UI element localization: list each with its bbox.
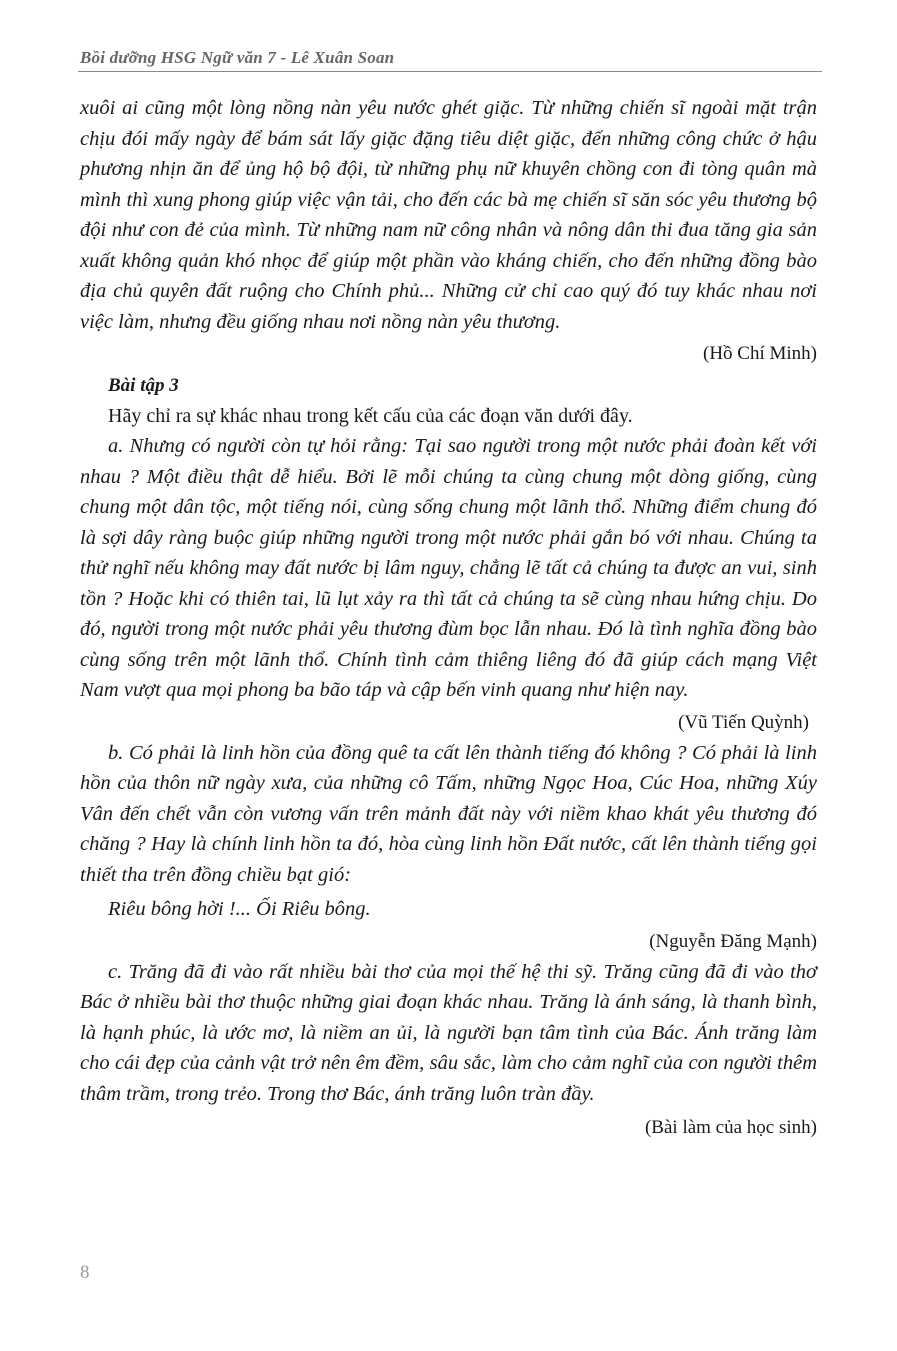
passage-a-source: (Vũ Tiến Quỳnh) xyxy=(678,711,809,733)
running-header: Bồi dưỡng HSG Ngữ văn 7 - Lê Xuân Soan xyxy=(80,48,395,67)
passage-b-source: (Nguyễn Đăng Mạnh) xyxy=(649,930,817,952)
passage-a-text: a. Nhưng có người còn tự hỏi rằng: Tại sao người trong một nước phải đoàn kết với nhau ? Một điều thật dễ hiểu. Bởi lẽ mỗi chúng ta cùng chung một dòng giống, cùng chung một dân tộc, một tiếng nói, cùng sống chung một lãnh thổ. Những điểm chung đó là sợi dây ràng buộc giúp những người trong một nước phải gắn bó với nhau. Chúng ta thử nghĩ nếu không may đất nước bị lâm nguy, chẳng lẽ tất cả chúng ta được an vui, sinh tồn ? Hoặc khi có thiên tai, lũ lụt xảy ra thì tất cả chúng ta sẽ cùng nhau hứng chịu. Do đó, người trong một nước phải yêu thương đùm bọc lẫn nhau. Đó là tình nghĩa đồng bào cùng sống trên một lãnh thổ. Chính tình cảm thiêng liêng đó đã giúp cách mạng Việt Nam vượt qua mọi phong ba bão táp và cập bến vinh quang như hiện nay. xyxy=(80,435,817,701)
page-body xyxy=(80,93,817,1143)
exercise-heading: Bài tập 3 xyxy=(108,375,179,396)
passage-c-text: c. Trăng đã đi vào rất nhiều bài thơ của mọi thế hệ thi sỹ. Trăng cũng đã đi vào thơ Bác ở nhiều bài thơ thuộc những giai đoạn khác nhau. Trăng là ánh sáng, là thanh bình, là hạnh phúc, là ước mơ, là niềm an ủi, là người bạn tâm tình của Bác. Ánh trăng làm cho cái đẹp của cảnh vật trở nên êm đềm, sâu sắc, làm cho cảm nghĩ của con người thêm thâm trầm, trong trẻo. Trong thơ Bác, ánh trăng luôn tràn đầy. xyxy=(80,960,817,1105)
passage-1-text: xuôi ai cũng một lòng nồng nàn yêu nước ghét giặc. Từ những chiến sĩ ngoài mặt trận chịu đói mấy ngày để bám sát lấy giặc đặng tiêu diệt giặc, đến những công chức ở hậu phương nhịn ăn để ủng hộ bộ đội, từ những phụ nữ khuyên chồng con đi tòng quân mà mình thì xung phong giúp việc vận tải, cho đến các bà mẹ chiến sĩ săn sóc yêu thương bộ đội như con đẻ của mình. Từ những nam nữ công nhân và nông dân thi đua tăng gia sản xuất không quản khó nhọc để giúp một phần vào kháng chiến, cho đến những đồng bào địa chủ quyên đất ruộng cho Chính phủ... Những cử chỉ cao quý đó tuy khác nhau nơi việc làm, nhưng đều giống nhau nơi nồng nàn yêu thương. xyxy=(80,97,817,333)
passage-1-source: (Hồ Chí Minh) xyxy=(703,343,817,364)
header-divider xyxy=(78,71,822,72)
passage-b-quote: Riêu bông hời !... Ối Riêu bông. xyxy=(108,898,371,920)
passage-b-text: b. Có phải là linh hồn của đồng quê ta cất lên thành tiếng đó không ? Có phải là linh hồn của thôn nữ ngày xưa, của những cô Tấm, những Ngọc Hoa, Cúc Hoa, những Xúy Vân đến chết vẫn còn vương vấn trên mảnh đất này với niềm khao khát yêu thương đó chăng ? Hay là chính linh hồn ta đó, hòa cùng linh hồn Đất nước, cất lên thành tiếng gọi thiết tha trên đồng chiều bạt gió: xyxy=(80,741,817,886)
page-number: 8 xyxy=(80,1262,90,1283)
exercise-prompt: Hãy chỉ ra sự khác nhau trong kết cấu của các đoạn văn dưới đây. xyxy=(108,405,633,427)
passage-c-source: (Bài làm của học sinh) xyxy=(644,1117,817,1138)
